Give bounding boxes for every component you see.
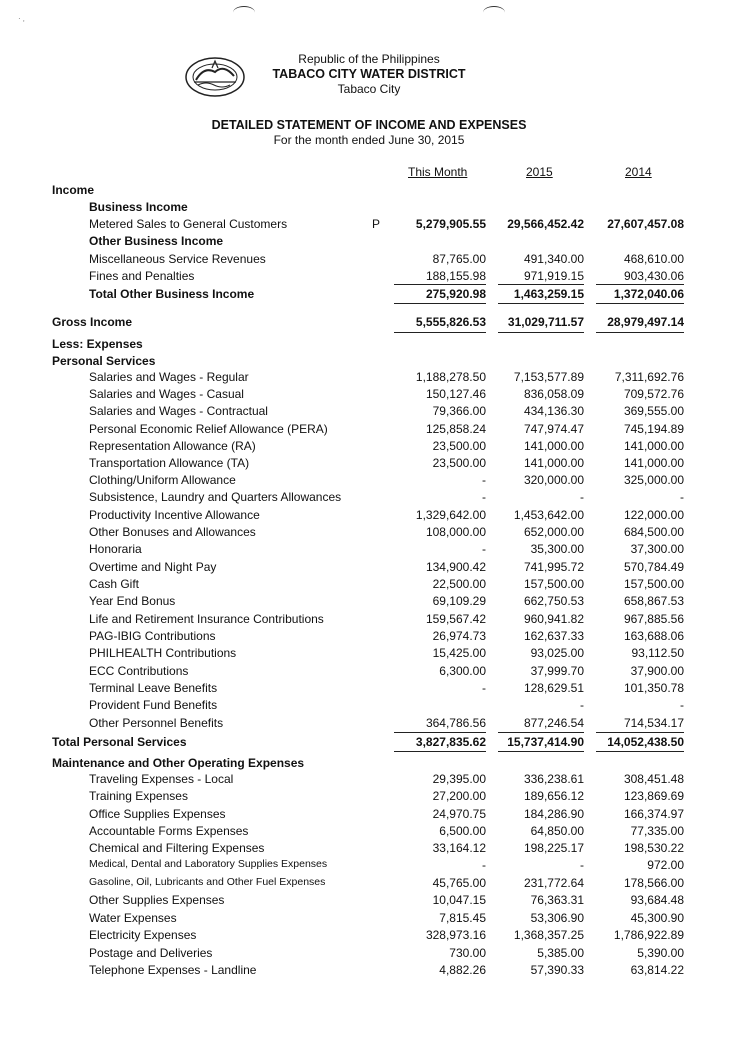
value-this-month: 24,970.75: [432, 807, 486, 821]
value-this-month: 29,395.00: [432, 772, 486, 786]
table-row-income: [0, 183, 738, 200]
value-this-month: 5,555,826.53: [415, 315, 486, 329]
row-label: Salaries and Wages - Contractual: [89, 404, 268, 418]
value-2015: 1,368,357.25: [513, 928, 584, 942]
value-2015: 76,363.31: [530, 893, 584, 907]
row-label: Other Supplies Expenses: [89, 893, 225, 907]
value-2014: 1,372,040.06: [613, 287, 684, 301]
total-rule-line: [394, 303, 486, 304]
value-2015: -: [580, 858, 584, 872]
statement-period: For the month ended June 30, 2015: [273, 133, 465, 147]
table-row-salaries-and-wages-contractual: [0, 404, 738, 421]
row-label: Accountable Forms Expenses: [89, 824, 249, 838]
value-2014: 903,430.06: [623, 269, 684, 283]
row-label: Honoraria: [89, 542, 142, 556]
value-2015: 836,058.09: [523, 387, 584, 401]
value-2014: 684,500.00: [623, 525, 684, 539]
row-label: Other Personnel Benefits: [89, 716, 224, 730]
value-this-month: -: [482, 681, 486, 695]
value-2014: 122,000.00: [623, 508, 684, 522]
value-this-month: 10,047.15: [432, 893, 486, 907]
row-label: Business Income: [89, 200, 188, 214]
value-2014: 93,112.50: [631, 646, 684, 660]
value-this-month: -: [482, 490, 486, 504]
value-this-month: 730.00: [449, 946, 486, 960]
total-rule-line: [498, 303, 584, 304]
total-rule-line: [394, 284, 486, 285]
row-label: Cash Gift: [89, 577, 140, 591]
value-2014: 967,885.56: [623, 612, 684, 626]
value-this-month: 125,858.24: [425, 422, 486, 436]
total-rule-line: [596, 303, 684, 304]
table-row-life-and-retirement-insurance-contributions: [0, 612, 738, 629]
table-row-gasoline-oil-lubricants-and-other-fuel-expenses: [0, 876, 738, 893]
value-this-month: 4,882.26: [439, 963, 486, 977]
value-2014: 468,610.00: [623, 252, 684, 266]
column-header-2015: 2015: [526, 165, 553, 179]
table-row-postage-and-deliveries: [0, 946, 738, 963]
value-2015: 971,919.15: [523, 269, 584, 283]
letterhead-agency: TABACO CITY WATER DISTRICT: [272, 67, 466, 81]
value-2015: 231,772.64: [523, 876, 584, 890]
row-label: Telephone Expenses - Landline: [89, 963, 257, 977]
value-2015: 141,000.00: [523, 456, 584, 470]
row-label: Metered Sales to General Customers: [89, 217, 288, 231]
value-this-month: 1,188,278.50: [415, 370, 486, 384]
table-row-personal-economic-relief-allowance-pera: [0, 422, 738, 439]
value-this-month: 69,109.29: [432, 594, 486, 608]
value-2015: -: [580, 698, 584, 712]
value-2015: 652,000.00: [523, 525, 584, 539]
table-row-business-income: [0, 200, 738, 217]
value-2014: 178,566.00: [623, 876, 684, 890]
row-label: Life and Retirement Insurance Contributions: [89, 612, 324, 626]
value-2015: -: [580, 490, 584, 504]
table-row-provident-fund-benefits: [0, 698, 738, 715]
total-rule-line: [394, 332, 486, 333]
value-this-month: 108,000.00: [425, 525, 486, 539]
value-2015: 491,340.00: [523, 252, 584, 266]
value-2014: 37,300.00: [630, 542, 684, 556]
row-label: Personal Services: [52, 354, 156, 368]
table-row-electricity-expenses: [0, 928, 738, 945]
value-2014: 157,500.00: [623, 577, 684, 591]
table-row-less-expenses: [0, 337, 738, 354]
table-row-other-personnel-benefits: [0, 716, 738, 733]
row-label: Salaries and Wages - Regular: [89, 370, 249, 384]
value-2015: 320,000.00: [523, 473, 584, 487]
table-row-metered-sales-to-general-customers: [0, 217, 738, 234]
value-2015: 64,850.00: [530, 824, 584, 838]
row-label: Income: [52, 183, 95, 197]
row-label: Salaries and Wages - Casual: [89, 387, 244, 401]
table-row-terminal-leave-benefits: [0, 681, 738, 698]
row-label: Terminal Leave Benefits: [89, 681, 218, 695]
value-2015: 15,737,414.90: [507, 735, 584, 749]
value-2014: 37,900.00: [630, 664, 684, 678]
value-this-month: 275,920.98: [425, 287, 486, 301]
row-label: PAG-IBIG Contributions: [89, 629, 216, 643]
table-row-honoraria: [0, 542, 738, 559]
value-2014: 163,688.06: [623, 629, 684, 643]
total-rule-line: [498, 751, 584, 752]
value-2014: 45,300.90: [630, 911, 684, 925]
value-this-month: 159,567.42: [425, 612, 486, 626]
row-label: Office Supplies Expenses: [89, 807, 226, 821]
value-2014: 972.00: [647, 858, 684, 872]
value-this-month: -: [482, 858, 486, 872]
column-header-this-month: This Month: [408, 165, 468, 179]
value-this-month: 26,974.73: [432, 629, 486, 643]
scan-specks: · ‚: [18, 14, 25, 23]
letterhead: [0, 52, 738, 97]
table-row-other-bonuses-and-allowances: [0, 525, 738, 542]
table-row-total-personal-services: [0, 735, 738, 752]
value-2014: 28,979,497.14: [607, 315, 684, 329]
row-label: Total Other Business Income: [89, 287, 255, 301]
value-2015: 35,300.00: [530, 542, 584, 556]
table-row-cash-gift: [0, 577, 738, 594]
table-row-office-supplies-expenses: [0, 807, 738, 824]
table-row-total-other-business-income: [0, 287, 738, 304]
value-2014: 369,555.00: [623, 404, 684, 418]
value-2014: 5,390.00: [637, 946, 684, 960]
value-2015: 7,153,577.89: [513, 370, 584, 384]
table-row-traveling-expenses-local: [0, 772, 738, 789]
value-2014: 141,000.00: [623, 456, 684, 470]
value-this-month: 328,973.16: [425, 928, 486, 942]
value-2015: 877,246.54: [523, 716, 584, 730]
total-rule-line: [596, 751, 684, 752]
value-this-month: -: [482, 542, 486, 556]
value-this-month: -: [482, 473, 486, 487]
table-row-accountable-forms-expenses: [0, 824, 738, 841]
value-2015: 31,029,711.57: [507, 315, 584, 329]
row-label: Less: Expenses: [52, 337, 143, 351]
value-2014: 14,052,438.50: [607, 735, 684, 749]
table-row-salaries-and-wages-regular: [0, 370, 738, 387]
value-2014: -: [680, 698, 684, 712]
value-2014: 308,451.48: [623, 772, 684, 786]
row-label: ECC Contributions: [89, 664, 189, 678]
table-row-water-expenses: [0, 911, 738, 928]
value-this-month: 33,164.12: [432, 841, 486, 855]
value-2014: 27,607,457.08: [607, 217, 684, 231]
value-2014: 198,530.22: [623, 841, 684, 855]
value-this-month: 87,765.00: [432, 252, 486, 266]
total-rule-line: [498, 284, 584, 285]
value-2014: 1,786,922.89: [613, 928, 684, 942]
table-row-clothing-uniform-allowance: [0, 473, 738, 490]
table-row-other-business-income: [0, 234, 738, 251]
value-2015: 198,225.17: [523, 841, 584, 855]
row-label: Personal Economic Relief Allowance (PERA): [89, 422, 328, 436]
value-2015: 157,500.00: [523, 577, 584, 591]
table-row-philhealth-contributions: [0, 646, 738, 663]
row-label: Chemical and Filtering Expenses: [89, 841, 265, 855]
table-row-transportation-allowance-ta: [0, 456, 738, 473]
value-2015: 5,385.00: [537, 946, 584, 960]
value-2015: 960,941.82: [523, 612, 584, 626]
value-this-month: 7,815.45: [439, 911, 486, 925]
table-row-miscellaneous-service-revenues: [0, 252, 738, 269]
value-2015: 37,999.70: [530, 664, 584, 678]
value-2015: 57,390.33: [530, 963, 584, 977]
table-row-pag-ibig-contributions: [0, 629, 738, 646]
value-this-month: 45,765.00: [432, 876, 486, 890]
value-2014: 658,867.53: [623, 594, 684, 608]
value-2014: 123,869.69: [623, 789, 684, 803]
row-label: Overtime and Night Pay: [89, 560, 217, 574]
value-2015: 1,463,259.15: [513, 287, 584, 301]
total-rule-line: [596, 332, 684, 333]
table-row-training-expenses: [0, 789, 738, 806]
row-label: Clothing/Uniform Allowance: [89, 473, 236, 487]
table-row-ecc-contributions: [0, 664, 738, 681]
table-row-telephone-expenses-landline: [0, 963, 738, 980]
value-2015: 741,995.72: [523, 560, 584, 574]
value-2014: 7,311,692.76: [614, 370, 684, 384]
value-this-month: 22,500.00: [432, 577, 486, 591]
value-2015: 128,629.51: [523, 681, 584, 695]
table-row-overtime-and-night-pay: [0, 560, 738, 577]
value-2014: 709,572.76: [623, 387, 684, 401]
letterhead-city: Tabaco City: [337, 82, 401, 96]
value-2015: 184,286.90: [523, 807, 584, 821]
table-row-gross-income: [0, 315, 738, 332]
total-rule-line: [394, 751, 486, 752]
table-row-maintenance-and-other-operating-expenses: [0, 756, 738, 773]
value-this-month: 5,279,905.55: [415, 217, 486, 231]
row-label: Gross Income: [52, 315, 133, 329]
row-label: Water Expenses: [89, 911, 177, 925]
total-rule-line: [394, 732, 486, 733]
table-row-salaries-and-wages-casual: [0, 387, 738, 404]
table-row-chemical-and-filtering-expenses: [0, 841, 738, 858]
row-label: Other Bonuses and Allowances: [89, 525, 256, 539]
value-2014: 714,534.17: [623, 716, 684, 730]
value-2015: 336,238.61: [523, 772, 584, 786]
value-this-month: 79,366.00: [432, 404, 486, 418]
value-2015: 1,453,642.00: [513, 508, 584, 522]
row-label: Postage and Deliveries: [89, 946, 213, 960]
value-2015: 747,974.47: [523, 422, 584, 436]
total-rule-line: [498, 732, 584, 733]
value-2014: 325,000.00: [623, 473, 684, 487]
table-row-personal-services: [0, 354, 738, 371]
value-2015: 434,136.30: [523, 404, 584, 418]
value-2014: 77,335.00: [630, 824, 684, 838]
row-label: Transportation Allowance (TA): [89, 456, 250, 470]
row-label: Training Expenses: [89, 789, 188, 803]
value-2014: 570,784.49: [623, 560, 684, 574]
punch-hole-right: [483, 6, 505, 19]
value-this-month: 3,827,835.62: [415, 735, 486, 749]
row-label: Gasoline, Oil, Lubricants and Other Fuel Expenses: [89, 876, 326, 888]
table-row-year-end-bonus: [0, 594, 738, 611]
total-rule-line: [596, 732, 684, 733]
value-2015: 189,656.12: [523, 789, 584, 803]
value-2014: 141,000.00: [623, 439, 684, 453]
row-label: Subsistence, Laundry and Quarters Allowances: [89, 490, 342, 504]
value-this-month: 23,500.00: [432, 439, 486, 453]
value-2014: 166,374.97: [623, 807, 684, 821]
value-this-month: 27,200.00: [432, 789, 486, 803]
value-2014: 101,350.78: [623, 681, 684, 695]
row-label: Maintenance and Other Operating Expenses: [52, 756, 305, 770]
value-this-month: 364,786.56: [425, 716, 486, 730]
row-label: Total Personal Services: [52, 735, 187, 749]
row-label: Provident Fund Benefits: [89, 698, 218, 712]
row-label: Medical, Dental and Laboratory Supplies Expenses: [89, 858, 328, 870]
value-this-month: 6,500.00: [439, 824, 486, 838]
total-rule-line: [596, 284, 684, 285]
row-label: Electricity Expenses: [89, 928, 197, 942]
value-2014: 93,684.48: [630, 893, 684, 907]
value-this-month: 15,425.00: [432, 646, 486, 660]
letterhead-republic: Republic of the Philippines: [298, 52, 440, 66]
value-2015: 53,306.90: [530, 911, 584, 925]
value-2015: 162,637.33: [523, 629, 584, 643]
row-label: Fines and Penalties: [89, 269, 195, 283]
value-2015: 29,566,452.42: [507, 217, 584, 231]
value-this-month: 188,155.98: [425, 269, 486, 283]
table-row-other-supplies-expenses: [0, 893, 738, 910]
currency-symbol: P: [372, 217, 381, 231]
statement-title-block: [0, 118, 738, 148]
total-rule-line: [498, 332, 584, 333]
value-2015: 141,000.00: [523, 439, 584, 453]
row-label: PHILHEALTH Contributions: [89, 646, 237, 660]
value-2015: 93,025.00: [530, 646, 584, 660]
value-this-month: 150,127.46: [425, 387, 486, 401]
table-row-representation-allowance-ra: [0, 439, 738, 456]
value-2014: -: [680, 490, 684, 504]
row-label: Representation Allowance (RA): [89, 439, 256, 453]
punch-hole-left: [233, 6, 255, 19]
value-this-month: 6,300.00: [439, 664, 486, 678]
value-2015: 662,750.53: [523, 594, 584, 608]
table-row-medical-dental-and-laboratory-supplies-expenses: [0, 858, 738, 875]
column-header-2014: 2014: [625, 165, 652, 179]
value-this-month: 134,900.42: [425, 560, 486, 574]
row-label: Other Business Income: [89, 234, 224, 248]
row-label: Productivity Incentive Allowance: [89, 508, 260, 522]
row-label: Traveling Expenses - Local: [89, 772, 234, 786]
table-row-productivity-incentive-allowance: [0, 508, 738, 525]
row-label: Miscellaneous Service Revenues: [89, 252, 266, 266]
statement-title: DETAILED STATEMENT OF INCOME AND EXPENSES: [211, 118, 527, 132]
value-2014: 745,194.89: [623, 422, 684, 436]
value-this-month: 23,500.00: [432, 456, 486, 470]
value-2014: 63,814.22: [630, 963, 684, 977]
row-label: Year End Bonus: [89, 594, 176, 608]
value-this-month: 1,329,642.00: [415, 508, 486, 522]
table-row-subsistence-laundry-and-quarters-allowances: [0, 490, 738, 507]
